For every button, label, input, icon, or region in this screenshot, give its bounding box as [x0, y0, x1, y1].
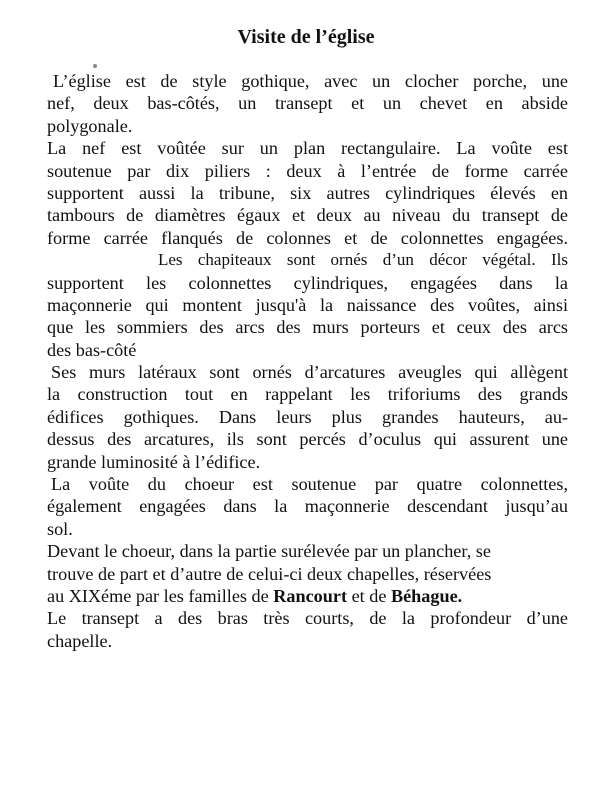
line-text: édifices gothiques. Dans leurs plus grandes hauteurs, au- [47, 406, 568, 427]
text-line [47, 406, 568, 428]
text-line [47, 630, 568, 652]
family-name-behague: Béhague. [390, 585, 463, 606]
text-line [47, 249, 568, 271]
text-line [47, 383, 568, 405]
text-line [47, 563, 568, 585]
text-line [47, 182, 568, 204]
line-text-mid: et de [347, 585, 391, 606]
text-line [47, 316, 568, 338]
text-line [47, 339, 568, 361]
line-text: polygonale. [47, 115, 133, 136]
line-text: que les sommiers des arcs des murs porteurs et ceux des arcs [47, 317, 568, 338]
text-line [47, 160, 568, 182]
line-text: Ses murs latéraux sont ornés d’arcatures aveugles qui allègent [51, 362, 568, 383]
text-line [47, 70, 568, 92]
text-line [47, 473, 568, 495]
line-text: grande luminosité à l’édifice. [47, 451, 261, 472]
text-line [47, 518, 568, 540]
text-line [47, 204, 568, 226]
line-text: trouve de part et d’autre de celui-ci deux chapelles, réservées [47, 563, 492, 584]
scan-speck [93, 64, 97, 68]
line-text: dessus des arcatures, ils sont percés d’oculus qui assurent une [47, 429, 568, 450]
text-line [47, 428, 568, 450]
line-text: forme carrée flanqués de colonnes et de colonnettes engagées. [47, 227, 568, 248]
text-line [47, 495, 568, 517]
text-line [47, 115, 568, 137]
text-line [47, 361, 568, 383]
line-text: nef, deux bas-côtés, un transept et un chevet en abside [47, 93, 568, 114]
line-text: soutenue par dix piliers : deux à l’entrée de forme carrée [47, 160, 568, 181]
body-text [47, 70, 568, 652]
text-line [47, 137, 568, 159]
line-text: des bas-côté [47, 339, 137, 360]
line-text: La voûte du choeur est soutenue par quatre colonnettes, [51, 474, 568, 495]
line-text: maçonnerie qui montent jusqu'à la naissance des voûtes, ainsi [47, 294, 568, 315]
line-text: La nef est voûtée sur un plan rectangulaire. La voûte est [47, 138, 568, 159]
line-text: la construction tout en rappelant les triforiums des grands [47, 384, 568, 405]
line-text: chapelle. [47, 630, 113, 651]
line-text: au XIXéme par les familles de [47, 585, 274, 606]
line-text: supportent aussi la tribune, six autres cylindriques élevés en [47, 182, 568, 203]
line-text: supportent les colonnettes cylindriques, engagées dans la [47, 272, 568, 293]
text-line [47, 540, 568, 562]
line-text: Devant le choeur, dans la partie surélevée par un plancher, se [47, 541, 491, 562]
page-title: Visite de l’église [237, 26, 375, 48]
text-line [47, 294, 568, 316]
text-line [47, 585, 568, 607]
line-text: Les chapiteaux sont ornés d’un décor végétal. Ils [158, 250, 568, 270]
text-line [47, 92, 568, 114]
family-name-rancourt: Rancourt [273, 585, 348, 606]
line-text: également engagées dans la maçonnerie descendant jusqu’au [47, 496, 568, 517]
text-line [47, 451, 568, 473]
line-text: tambours de diamètres égaux et deux au niveau du transept de [47, 205, 568, 226]
line-text: Le transept a des bras très courts, de la profondeur d’une [47, 608, 568, 629]
text-line [47, 227, 568, 249]
line-text: L’église est de style gothique, avec un clocher porche, une [53, 71, 568, 91]
text-line [47, 607, 568, 629]
text-line [47, 272, 568, 294]
line-text: sol. [47, 518, 73, 539]
